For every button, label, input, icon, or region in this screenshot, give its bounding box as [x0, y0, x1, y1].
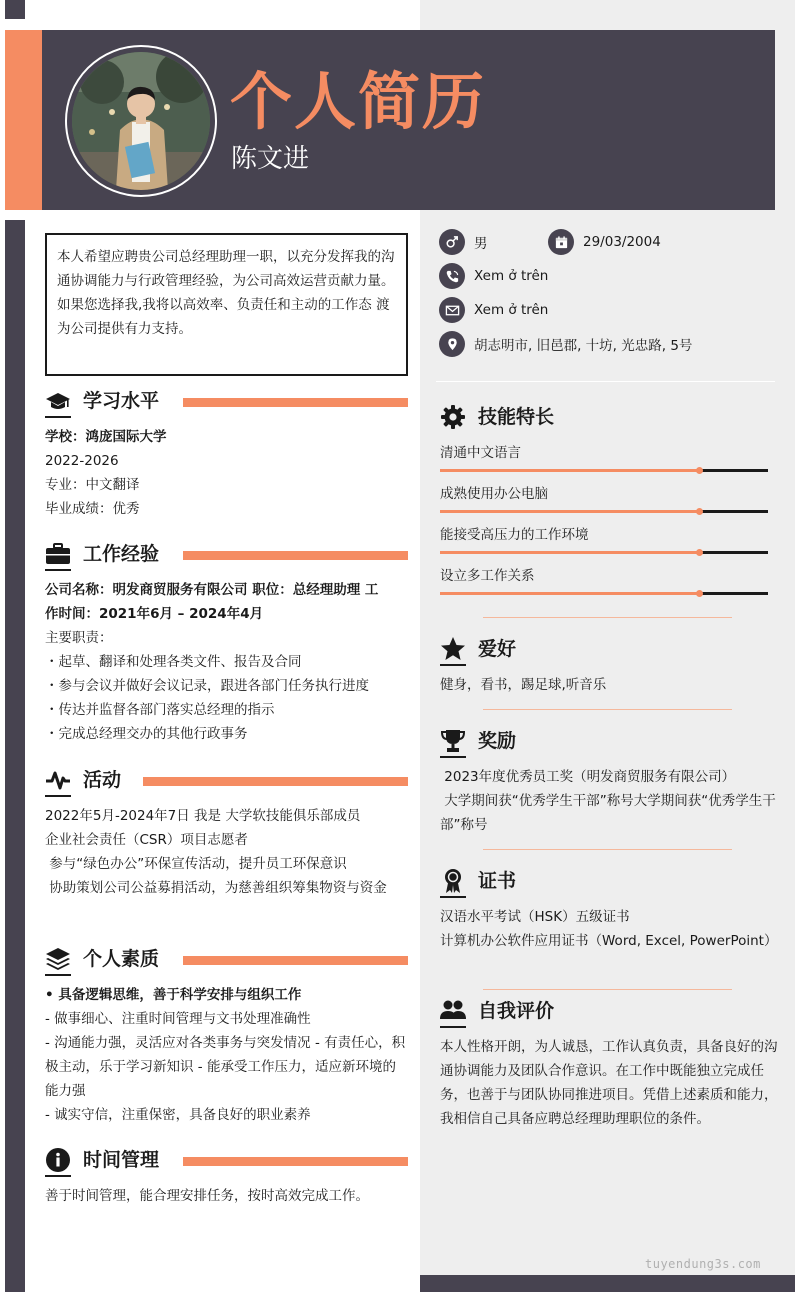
work-period-line: 作时间：2021年6月 – 2024年4月	[45, 606, 264, 622]
summary-box: 本人希望应聘贵公司总经理助理一职，以充分发挥我的沟通协调能力与行政管理经验，为公司高效运营贡献力量。如果您选择我,我将以高效率、负责任和主动的工作态 渡为公司提供有力支持。	[45, 233, 408, 376]
gender-value: 男	[474, 236, 488, 252]
header-accent-stripe	[5, 30, 42, 210]
section-title: 爱好	[478, 638, 517, 660]
avatar-frame	[65, 45, 217, 197]
divider	[436, 381, 775, 382]
star-icon	[440, 636, 466, 662]
divider	[483, 849, 732, 850]
watermark: tuyendung3s.com	[645, 1257, 761, 1271]
section-rule	[183, 398, 408, 407]
trophy-icon	[440, 728, 466, 754]
work-line: ・传达并监督各部门落实总经理的指示	[45, 702, 275, 718]
section-title: 个人素质	[83, 948, 160, 970]
address-row	[439, 331, 692, 357]
skill-level-fill	[440, 592, 699, 595]
activity-section	[45, 767, 408, 900]
gear-icon	[440, 404, 466, 430]
address-value: 胡志明市, 旧邑郡, 十坊, 光忠路, 5号	[474, 338, 693, 354]
hobbies-section	[440, 636, 770, 697]
section-rule	[183, 956, 408, 965]
calendar-icon	[548, 229, 574, 255]
section-title: 奖励	[478, 730, 517, 752]
candidate-name: 陈文进	[231, 144, 310, 174]
qualities-section	[45, 946, 408, 1127]
section-rule	[143, 777, 408, 786]
section-underline	[45, 569, 71, 571]
skill-label: 能接受高压力的工作环境	[440, 527, 589, 543]
envelope-icon	[439, 297, 465, 323]
pulse-icon	[45, 767, 71, 793]
graduation-cap-icon	[45, 388, 71, 414]
section-underline	[440, 756, 466, 758]
skill-label: 清通中文语言	[440, 445, 521, 461]
skill-level-bar	[440, 469, 768, 472]
section-rule	[183, 551, 408, 560]
awards-section	[440, 728, 778, 837]
certificate-line: 汉语水平考试（HSK）五级证书	[440, 909, 630, 925]
skill-label: 成熟使用办公电脑	[440, 486, 548, 502]
section-underline	[440, 664, 466, 666]
award-line: 大学期间获“优秀学生干部”称号大学期间获“优秀学生干部”称号	[440, 793, 776, 833]
briefcase-icon	[45, 541, 71, 567]
bottom-decor-bar	[420, 1275, 795, 1292]
work-line: ・完成总经理交办的其他行政事务	[45, 726, 248, 742]
work-line: ・参与会议并做好会议记录，跟进各部门任务执行进度	[45, 678, 369, 694]
section-underline	[45, 974, 71, 976]
skill-level-fill	[440, 510, 699, 513]
phone-value: Xem ở trên	[474, 268, 549, 284]
info-icon	[45, 1147, 71, 1173]
phone-icon	[439, 263, 465, 289]
divider	[483, 709, 732, 710]
activity-line: 企业社会责任（CSR）项目志愿者	[45, 832, 248, 848]
section-title: 工作经验	[83, 543, 160, 565]
divider	[483, 617, 732, 618]
section-underline	[45, 416, 71, 418]
skill-level-bar	[440, 592, 768, 595]
skill-level-fill	[440, 469, 699, 472]
self-evaluation-section	[440, 998, 778, 1131]
skill-level-bar	[440, 551, 768, 554]
section-title: 技能特长	[478, 406, 555, 428]
location-pin-icon	[439, 331, 465, 357]
work-line: ・起草、翻译和处理各类文件、报告及合同	[45, 654, 302, 670]
school-line: 学校：鸿庞国际大学	[45, 429, 167, 445]
education-major: 专业：中文翻译	[45, 477, 140, 493]
qualities-line: - 诚实守信，注重保密，具备良好的职业素养	[45, 1107, 311, 1123]
education-grade: 毕业成绩：优秀	[45, 501, 140, 517]
skill-item	[440, 443, 768, 472]
activity-line: 参与“绿色办公”环保宣传活动，提升员工环保意识	[45, 856, 347, 872]
certificates-section	[440, 868, 778, 953]
section-title: 自我评价	[478, 1000, 555, 1022]
skills-section	[440, 404, 770, 434]
certificate-line: 计算机办公软件应用证书（Word, Excel, PowerPoint）	[440, 933, 778, 949]
award-line: 2023年度优秀员工奖（明发商贸服务有限公司）	[440, 769, 736, 785]
section-title: 证书	[478, 870, 517, 892]
resume-title: 个人简历	[230, 65, 487, 138]
qualities-line: • 具备逻辑思维，善于科学安排与组织工作	[45, 987, 302, 1003]
section-underline	[440, 1026, 466, 1028]
skill-level-bar	[440, 510, 768, 513]
education-years: 2022-2026	[45, 453, 119, 469]
time-management-text: 善于时间管理，能合理安排任务，按时高效完成工作。	[45, 1188, 369, 1204]
email-row	[439, 297, 548, 323]
skill-item	[440, 566, 768, 595]
medal-icon	[440, 868, 466, 894]
top-left-decoration	[5, 0, 25, 19]
section-title: 时间管理	[83, 1149, 160, 1171]
users-icon	[440, 998, 466, 1024]
divider	[483, 989, 732, 990]
section-underline	[45, 795, 71, 797]
self-evaluation-text: 本人性格开朗，为人诚恳，工作认真负责，具备良好的沟通协调能力及团队合作意识。在工作中既能独立完成任务，也善于与团队协同推进项目。凭借上述素质和能力，我相信自己具备应聘总经理助理职位的条件。	[440, 1039, 778, 1127]
birthday-value: 29/03/2004	[583, 234, 661, 250]
section-underline	[45, 1175, 71, 1177]
phone-row	[439, 263, 548, 289]
layers-icon	[45, 946, 71, 972]
birthday-row	[548, 229, 661, 255]
activity-line: 2022年5月-2024年7日 我是 大学软技能俱乐部成员	[45, 808, 361, 824]
resume-header	[5, 30, 775, 210]
work-section	[45, 541, 408, 746]
qualities-line: - 做事细心、注重时间管理与文书处理准确性	[45, 1011, 311, 1027]
email-value: Xem ở trên	[474, 302, 549, 318]
gender-row	[439, 229, 488, 255]
skill-item	[440, 525, 768, 554]
skill-level-fill	[440, 551, 699, 554]
skill-item	[440, 484, 768, 513]
left-decor-bar	[5, 220, 25, 1292]
gender-icon	[439, 229, 465, 255]
time-management-section	[45, 1147, 408, 1208]
hobbies-text: 健身，看书，踢足球,听音乐	[440, 677, 607, 693]
section-underline	[440, 896, 466, 898]
work-company-line: 公司名称：明发商贸服务有限公司 职位：总经理助理 工	[45, 582, 379, 598]
section-title: 活动	[83, 769, 122, 791]
section-title: 学习水平	[83, 390, 160, 412]
activity-line: 协助策划公司公益募捐活动，为慈善组织筹集物资与资金	[45, 880, 387, 896]
skill-label: 设立多工作关系	[440, 568, 535, 584]
work-line: 主要职责：	[45, 630, 113, 646]
qualities-line: - 沟通能力强，灵活应对各类事务与突发情况 - 有责任心，积极主动，乐于学习新知识 - 能承受工作压力，适应新环境的能力强	[45, 1035, 406, 1099]
avatar	[72, 52, 210, 190]
education-section	[45, 388, 408, 521]
section-rule	[183, 1157, 408, 1166]
